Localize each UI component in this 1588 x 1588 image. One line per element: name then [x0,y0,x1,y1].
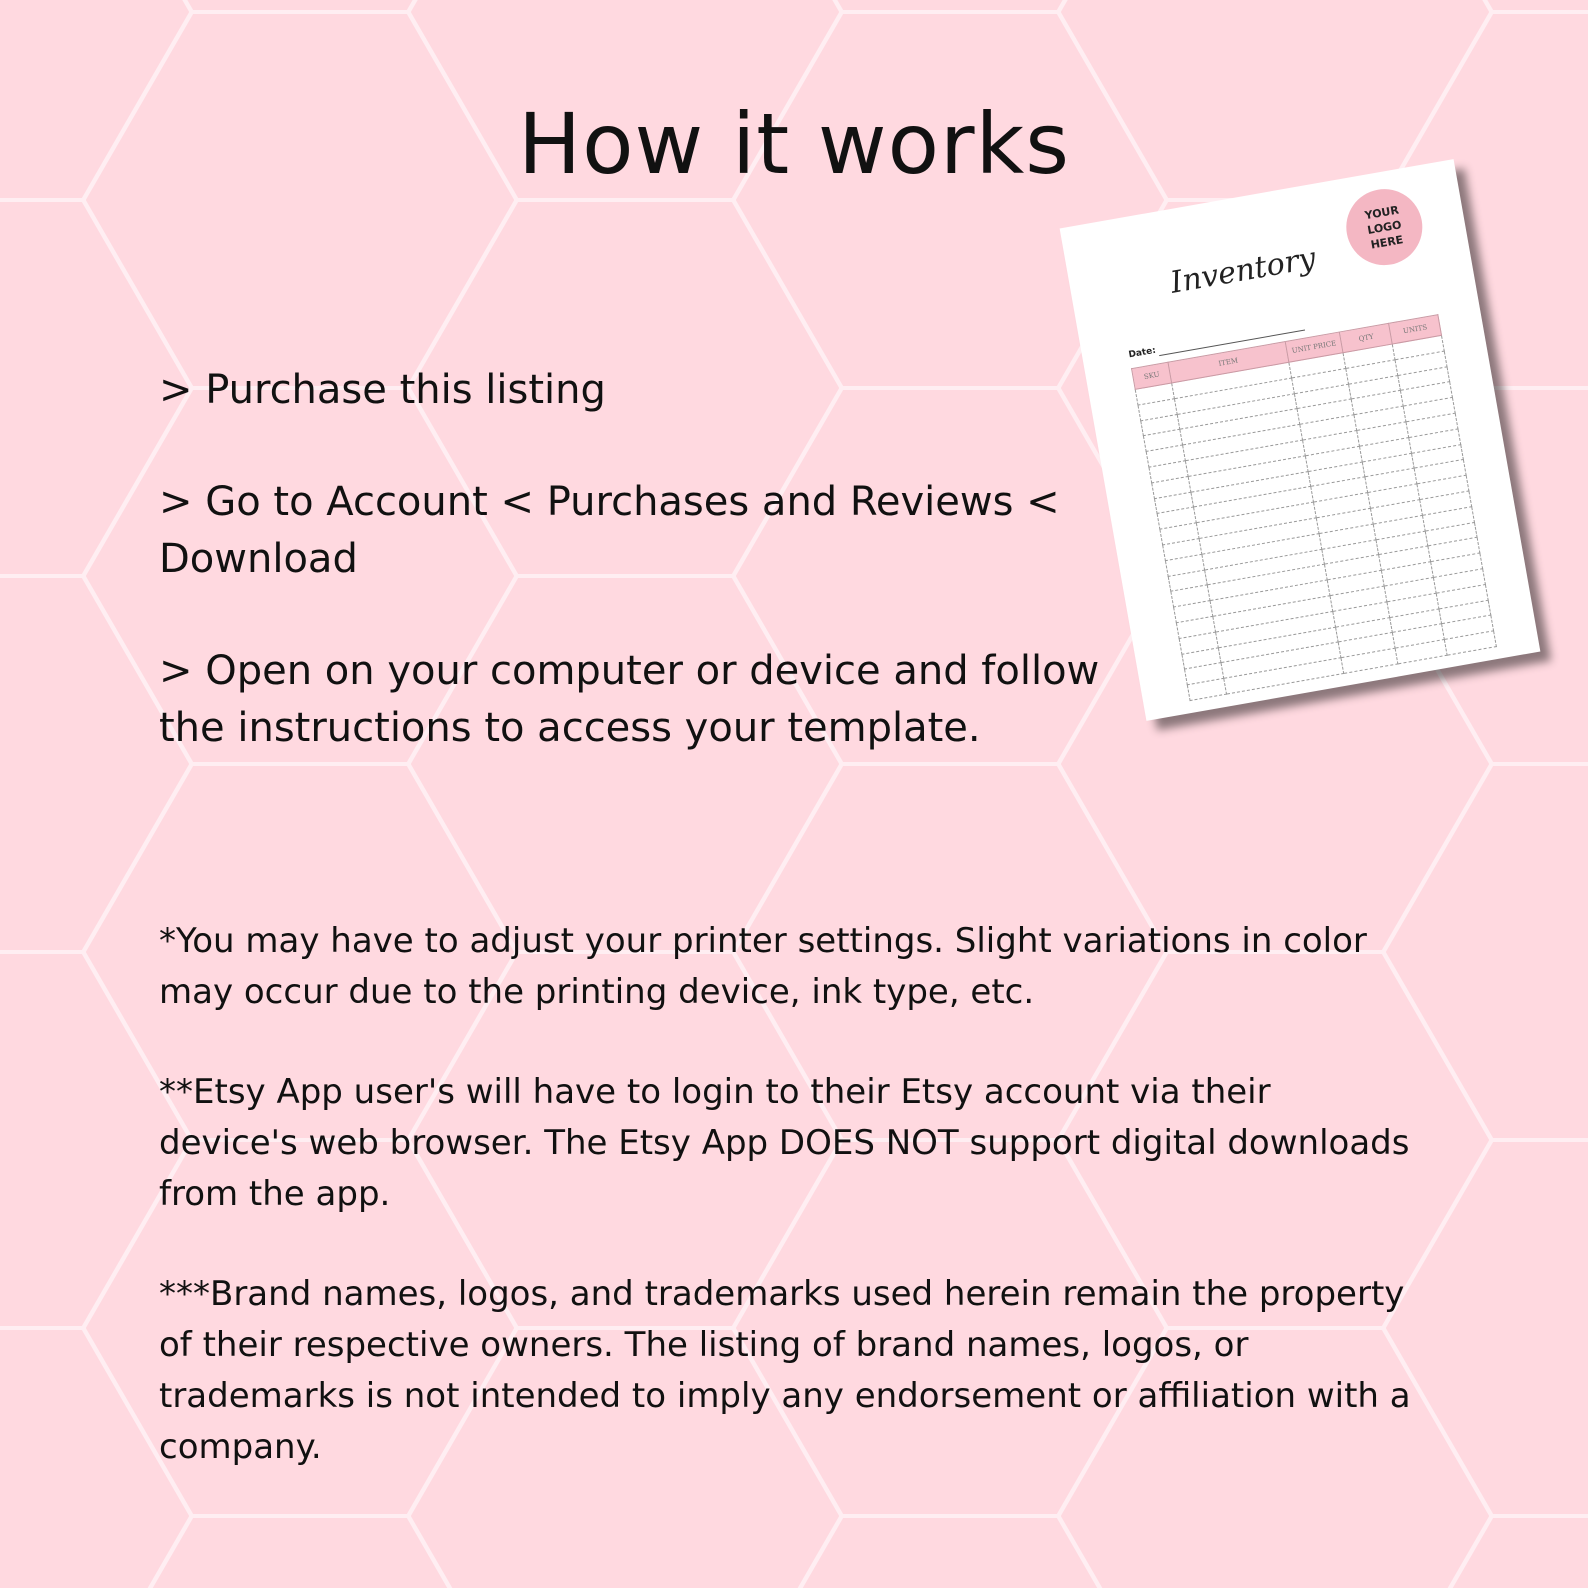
column-header-unit-price: UNIT PRICE [1285,332,1344,362]
column-header-units: UNITS [1389,315,1442,344]
inventory-table-body [1135,335,1496,700]
step-purchase: > Purchase this listing [159,367,606,413]
steps-list [159,362,1139,812]
date-label: Date: [1127,345,1157,361]
inventory-sheet-mockup [1060,159,1541,721]
note-trademarks: ***Brand names, logos, and trademarks used herein remain the property of their respective owners. The listing of brand names, logos, or trademarks is not intended to imply any endorsement or affiliation with a company. [159,1274,1411,1467]
column-header-qty: QTY [1340,323,1393,352]
note-printer: *You may have to adjust your printer settings. Slight variations in color may occur due to the printing device, ink type, etc. [159,921,1367,1012]
hex-cell-8 [83,12,517,388]
page-title: How it works [518,95,1070,193]
logo-line: HERE [1369,232,1405,252]
logo-line: YOUR [1363,202,1400,222]
column-header-item: ITEM [1168,342,1288,383]
hex-cell-26 [733,1516,1167,1588]
mockup-title: Inventory [1167,240,1319,301]
step-download: > Go to Account < Purchases and Reviews < Download [159,479,1060,582]
step-open: > Open on your computer or device and follow the instructions to access your template. [159,648,1100,751]
inventory-table [1131,314,1497,701]
hex-cell-12 [83,1516,517,1588]
hex-cell-40 [1383,1516,1588,1588]
notes-list [159,916,1419,1522]
logo-placeholder [1340,183,1428,271]
logo-line: LOGO [1366,217,1403,237]
note-etsy-app: **Etsy App user's will have to login to their Etsy account via their device's web browser. The Etsy App DOES NOT support digital downloads from the app. [159,1072,1410,1214]
column-header-sku: SKU [1132,362,1172,389]
